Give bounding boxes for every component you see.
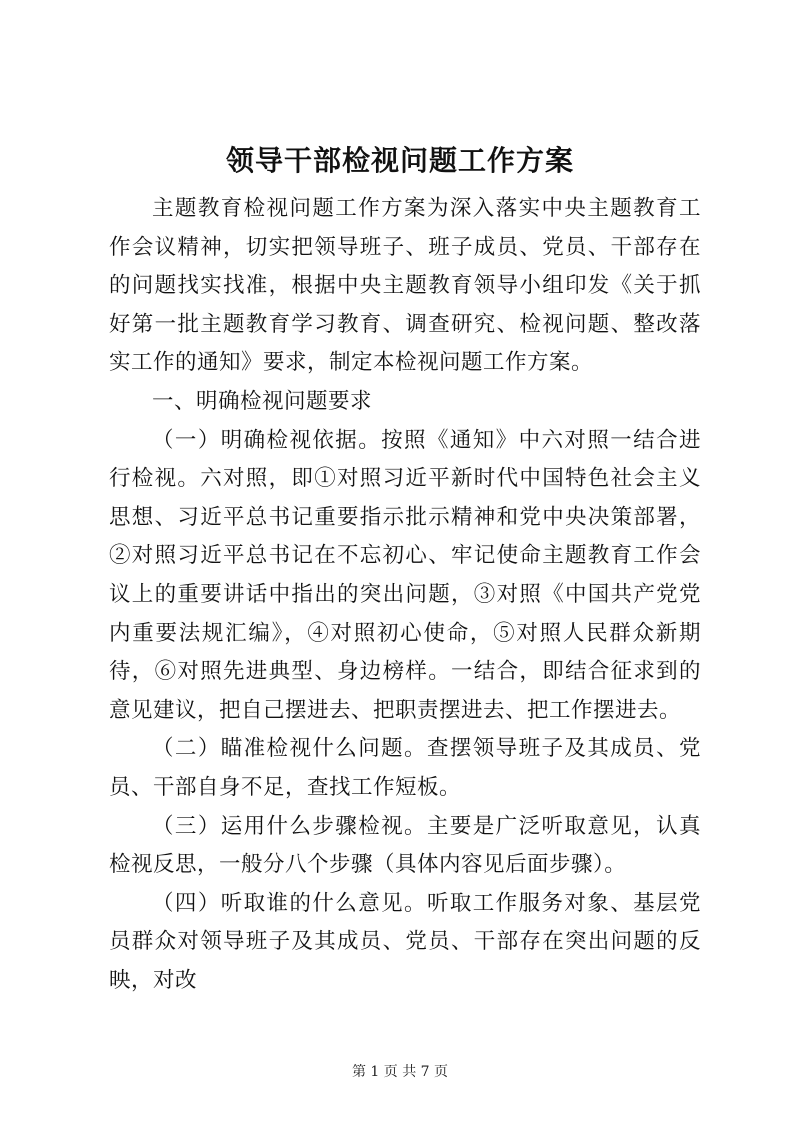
- page-footer: 第 1 页 共 7 页: [351, 1064, 449, 1080]
- paragraph-item-1: （一）明确检视依据。按照《通知》中六对照一结合进行检视。六对照，即①对照习近平新时代中国特色社会主义思想、习近平总书记重要指示批示精神和党中央决策部署，②对照习近平总书记在不忘初心、牢记使命主题教育工作会议上的重要讲话中指出的突出问题，③对照《中国共产党党内重要法规汇编》，④对照初心使命，⑤对照人民群众新期待，⑥对照先进典型、身边榜样。一结合，即结合征求到的意见建议，把自己摆进去、把职责摆进去、把工作摆进去。: [109, 427, 701, 723]
- paragraph-item-3: （三）运用什么步骤检视。主要是广泛听取意见，认真检视反思，一般分八个步骤（具体内容见后面步骤）。: [109, 813, 701, 878]
- paragraph-intro: 主题教育检视问题工作方案为深入落实中央主题教育工作会议精神，切实把领导班子、班子成员、党员、干部存在的问题找实找准，根据中央主题教育领导小组印发《关于抓好第一批主题教育学习教育、调查研究、检视问题、整改落实工作的通知》要求，制定本检视问题工作方案。: [109, 196, 701, 376]
- paragraph-item-2: （二）瞄准检视什么问题。查摆领导班子及其成员、党员、干部自身不足，查找工作短板。: [109, 736, 701, 800]
- section-heading-1: 一、明确检视问题要求: [152, 388, 373, 414]
- document-body: [109, 190, 701, 1000]
- page-title: 领导干部检视问题工作方案: [225, 144, 574, 177]
- paragraph-item-4: （四）听取谁的什么意见。听取工作服务对象、基层党员群众对领导班子及其成员、党员、干部存在突出问题的反映，对改: [109, 890, 701, 993]
